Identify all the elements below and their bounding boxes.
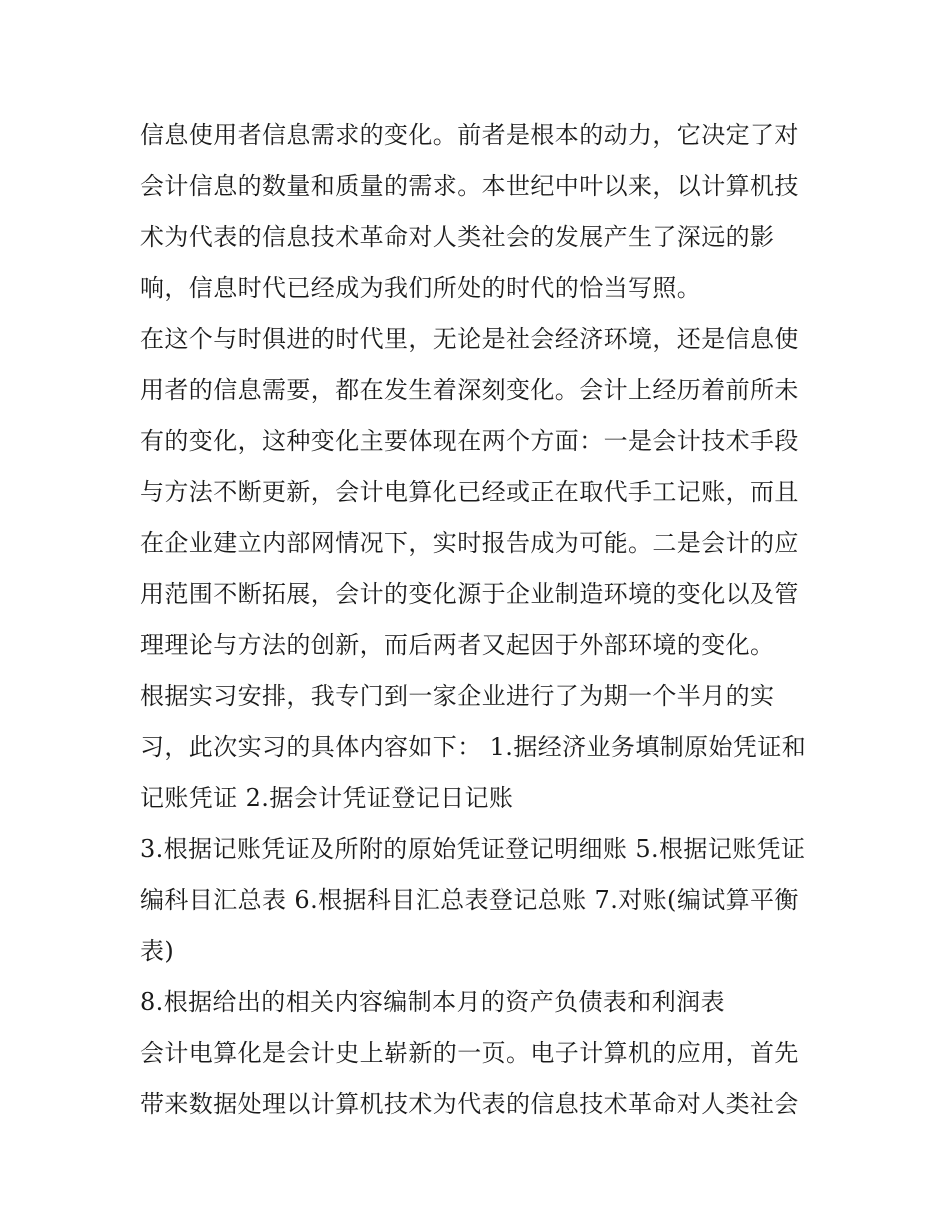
text-line: 8.根据给出的相关内容编制本月的资产负债表和利润表 [140,988,725,1016]
text-line: 习，此次实习的具体内容如下： 1.据经济业务填制原始凭证和 [140,733,807,761]
text-line: 记账凭证 2.据会计凭证登记日记账 [140,784,514,812]
text-line: 根据实习安排，我专门到一家企业进行了为期一个半月的实 [140,682,775,710]
text-line: 在这个与时俱进的时代里，无论是社会经济环境，还是信息使 [140,325,799,353]
text-line: 与方法不断更新，会计电算化已经或正在取代手工记账，而且 [140,478,799,506]
text-line: 会计电算化是会计史上崭新的一页。电子计算机的应用，首先 [140,1039,799,1067]
text-line: 在企业建立内部网情况下，实时报告成为可能。二是会计的应 [140,529,799,557]
text-line: 信息使用者信息需求的变化。前者是根本的动力，它决定了对 [140,121,799,149]
text-line: 理理论与方法的创新，而后两者又起因于外部环境的变化。 [140,631,775,659]
text-line: 有的变化，这种变化主要体现在两个方面：一是会计技术手段 [140,427,799,455]
text-line: 表) [140,937,175,965]
body-text [140,110,820,1130]
text-line: 用者的信息需要，都在发生着深刻变化。会计上经历着前所未 [140,376,799,404]
text-line: 带来数据处理以计算机技术为代表的信息技术革命对人类社会 [140,1090,799,1118]
text-line: 会计信息的数量和质量的需求。本世纪中叶以来，以计算机技 [140,172,799,200]
text-line: 3.根据记账凭证及所附的原始凭证登记明细账 5.根据记账凭证 [140,835,806,863]
text-line: 用范围不断拓展，会计的变化源于企业制造环境的变化以及管 [140,580,799,608]
text-line: 术为代表的信息技术革命对人类社会的发展产生了深远的影 [140,223,775,251]
text-line: 编科目汇总表 6.根据科目汇总表登记总账 7.对账(编试算平衡 [140,886,799,914]
text-line: 响，信息时代已经成为我们所处的时代的恰当写照。 [140,274,702,302]
